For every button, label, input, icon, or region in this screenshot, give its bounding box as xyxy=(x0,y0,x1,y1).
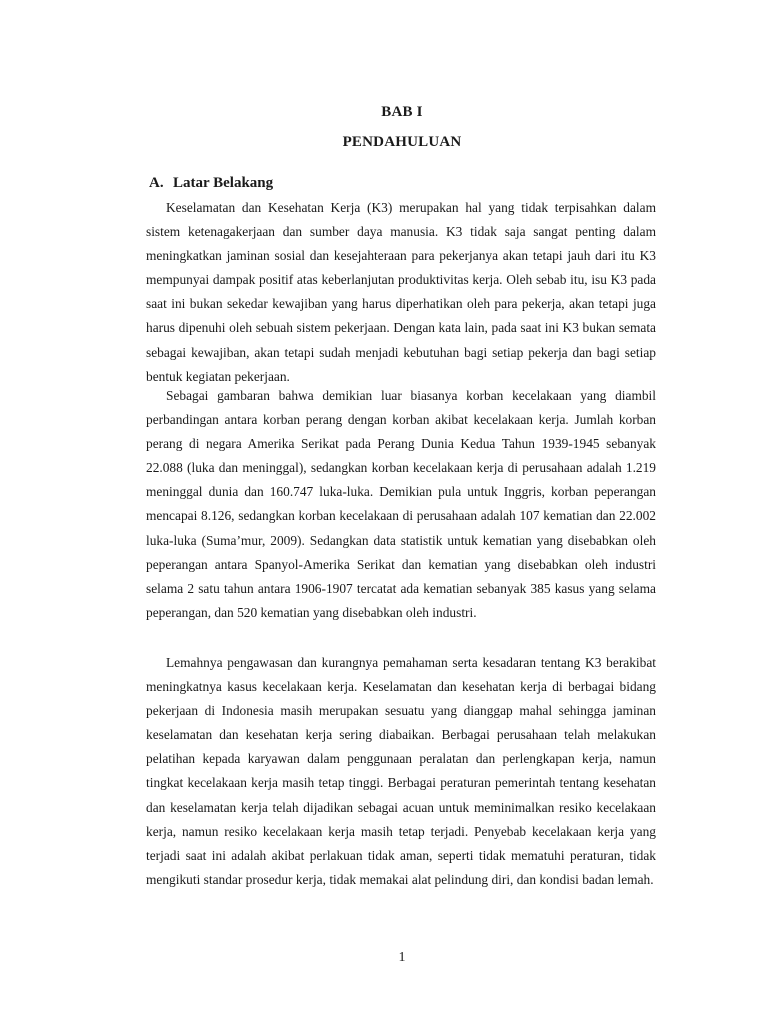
section-heading xyxy=(149,175,273,192)
chapter-title: PENDAHULUAN xyxy=(342,134,462,150)
section-title: Latar Belakang xyxy=(173,175,274,191)
paragraph-2: Sebagai gambaran bahwa demikian luar biasanya korban kecelakaan yang diambil perbandingan antara korban perang dengan korban akibat kecelakaan kerja. Jumlah korban perang di negara Amerika Serikat pada Perang Dunia Kedua Tahun 1939-1945 sebanyak 22.088 (luka dan meninggal), sedangkan korban kecelakaan kerja di perusahaan adalah 1.219 meninggal dunia dan 160.747 luka-luka. Demikian pula untuk Inggris, korban peperangan mencapai 8.126, sedangkan korban kecelakaan di perusahaan adalah 107 kematian dan 22.002 luka-luka (Suma’mur, 2009). Sedangkan data statistik untuk kematian yang disebabkan oleh peperangan antara Spanyol-Amerika Serikat dan kematian yang disebabkan oleh industri selama 2 satu tahun antara 1906-1907 tercatat ada kematian sebanyak 385 kasus yang selama peperangan, dan 520 kematian yang disebabkan oleh industri. xyxy=(146,388,656,620)
section-letter: A. xyxy=(149,175,164,191)
paragraph-1: Keselamatan dan Kesehatan Kerja (K3) merupakan hal yang tidak terpisahkan dalam sistem ketenagakerjaan dan sumber daya manusia. K3 tidak saja sangat penting dalam meningkatkan jaminan sosial dan kesejahteraan para pekerjanya akan tetapi jauh dari itu K3 mempunyai dampak positif atas keberlanjutan produktivitas kerja. Oleh sebab itu, isu K3 pada saat ini bukan sekedar kewajiban yang harus diperhatikan oleh para pekerja, akan tetapi juga harus dipenuhi oleh sebuah sistem pekerjaan. Dengan kata lain, pada saat ini K3 bukan semata sebagai kewajiban, akan tetapi sudah menjadi kebutuhan bagi setiap pekerja dan bagi setiap bentuk kegiatan pekerjaan. xyxy=(146,200,656,384)
page-number: 1 xyxy=(398,950,406,965)
chapter-number: BAB I xyxy=(381,104,423,120)
paragraph-3: Lemahnya pengawasan dan kurangnya pemahaman serta kesadaran tentang K3 berakibat meningkatnya kasus kecelakaan kerja. Keselamatan dan kesehatan kerja di berbagai bidang pekerjaan di Indonesia masih merupakan sesuatu yang dianggap mahal sehingga jaminan keselamatan dan kesehatan kerja sering diabaikan. Berbagai perusahaan telah melakukan pelatihan kepada karyawan dalam penggunaan peralatan dan perlengkapan kerja, namun tingkat kecelakaan kerja masih tetap tinggi. Berbagai peraturan pemerintah tentang kesehatan dan keselamatan kerja telah dijadikan sebagai acuan untuk meminimalkan resiko kecelakaan kerja, namun resiko kecelakaan kerja masih tetap terjadi. Penyebab kecelakaan kerja yang terjadi saat ini adalah akibat perlakuan tidak aman, seperti tidak mematuhi peraturan, tidak mengikuti standar prosedur kerja, tidak memakai alat pelindung diri, dan kondisi badan lemah. xyxy=(146,655,656,887)
